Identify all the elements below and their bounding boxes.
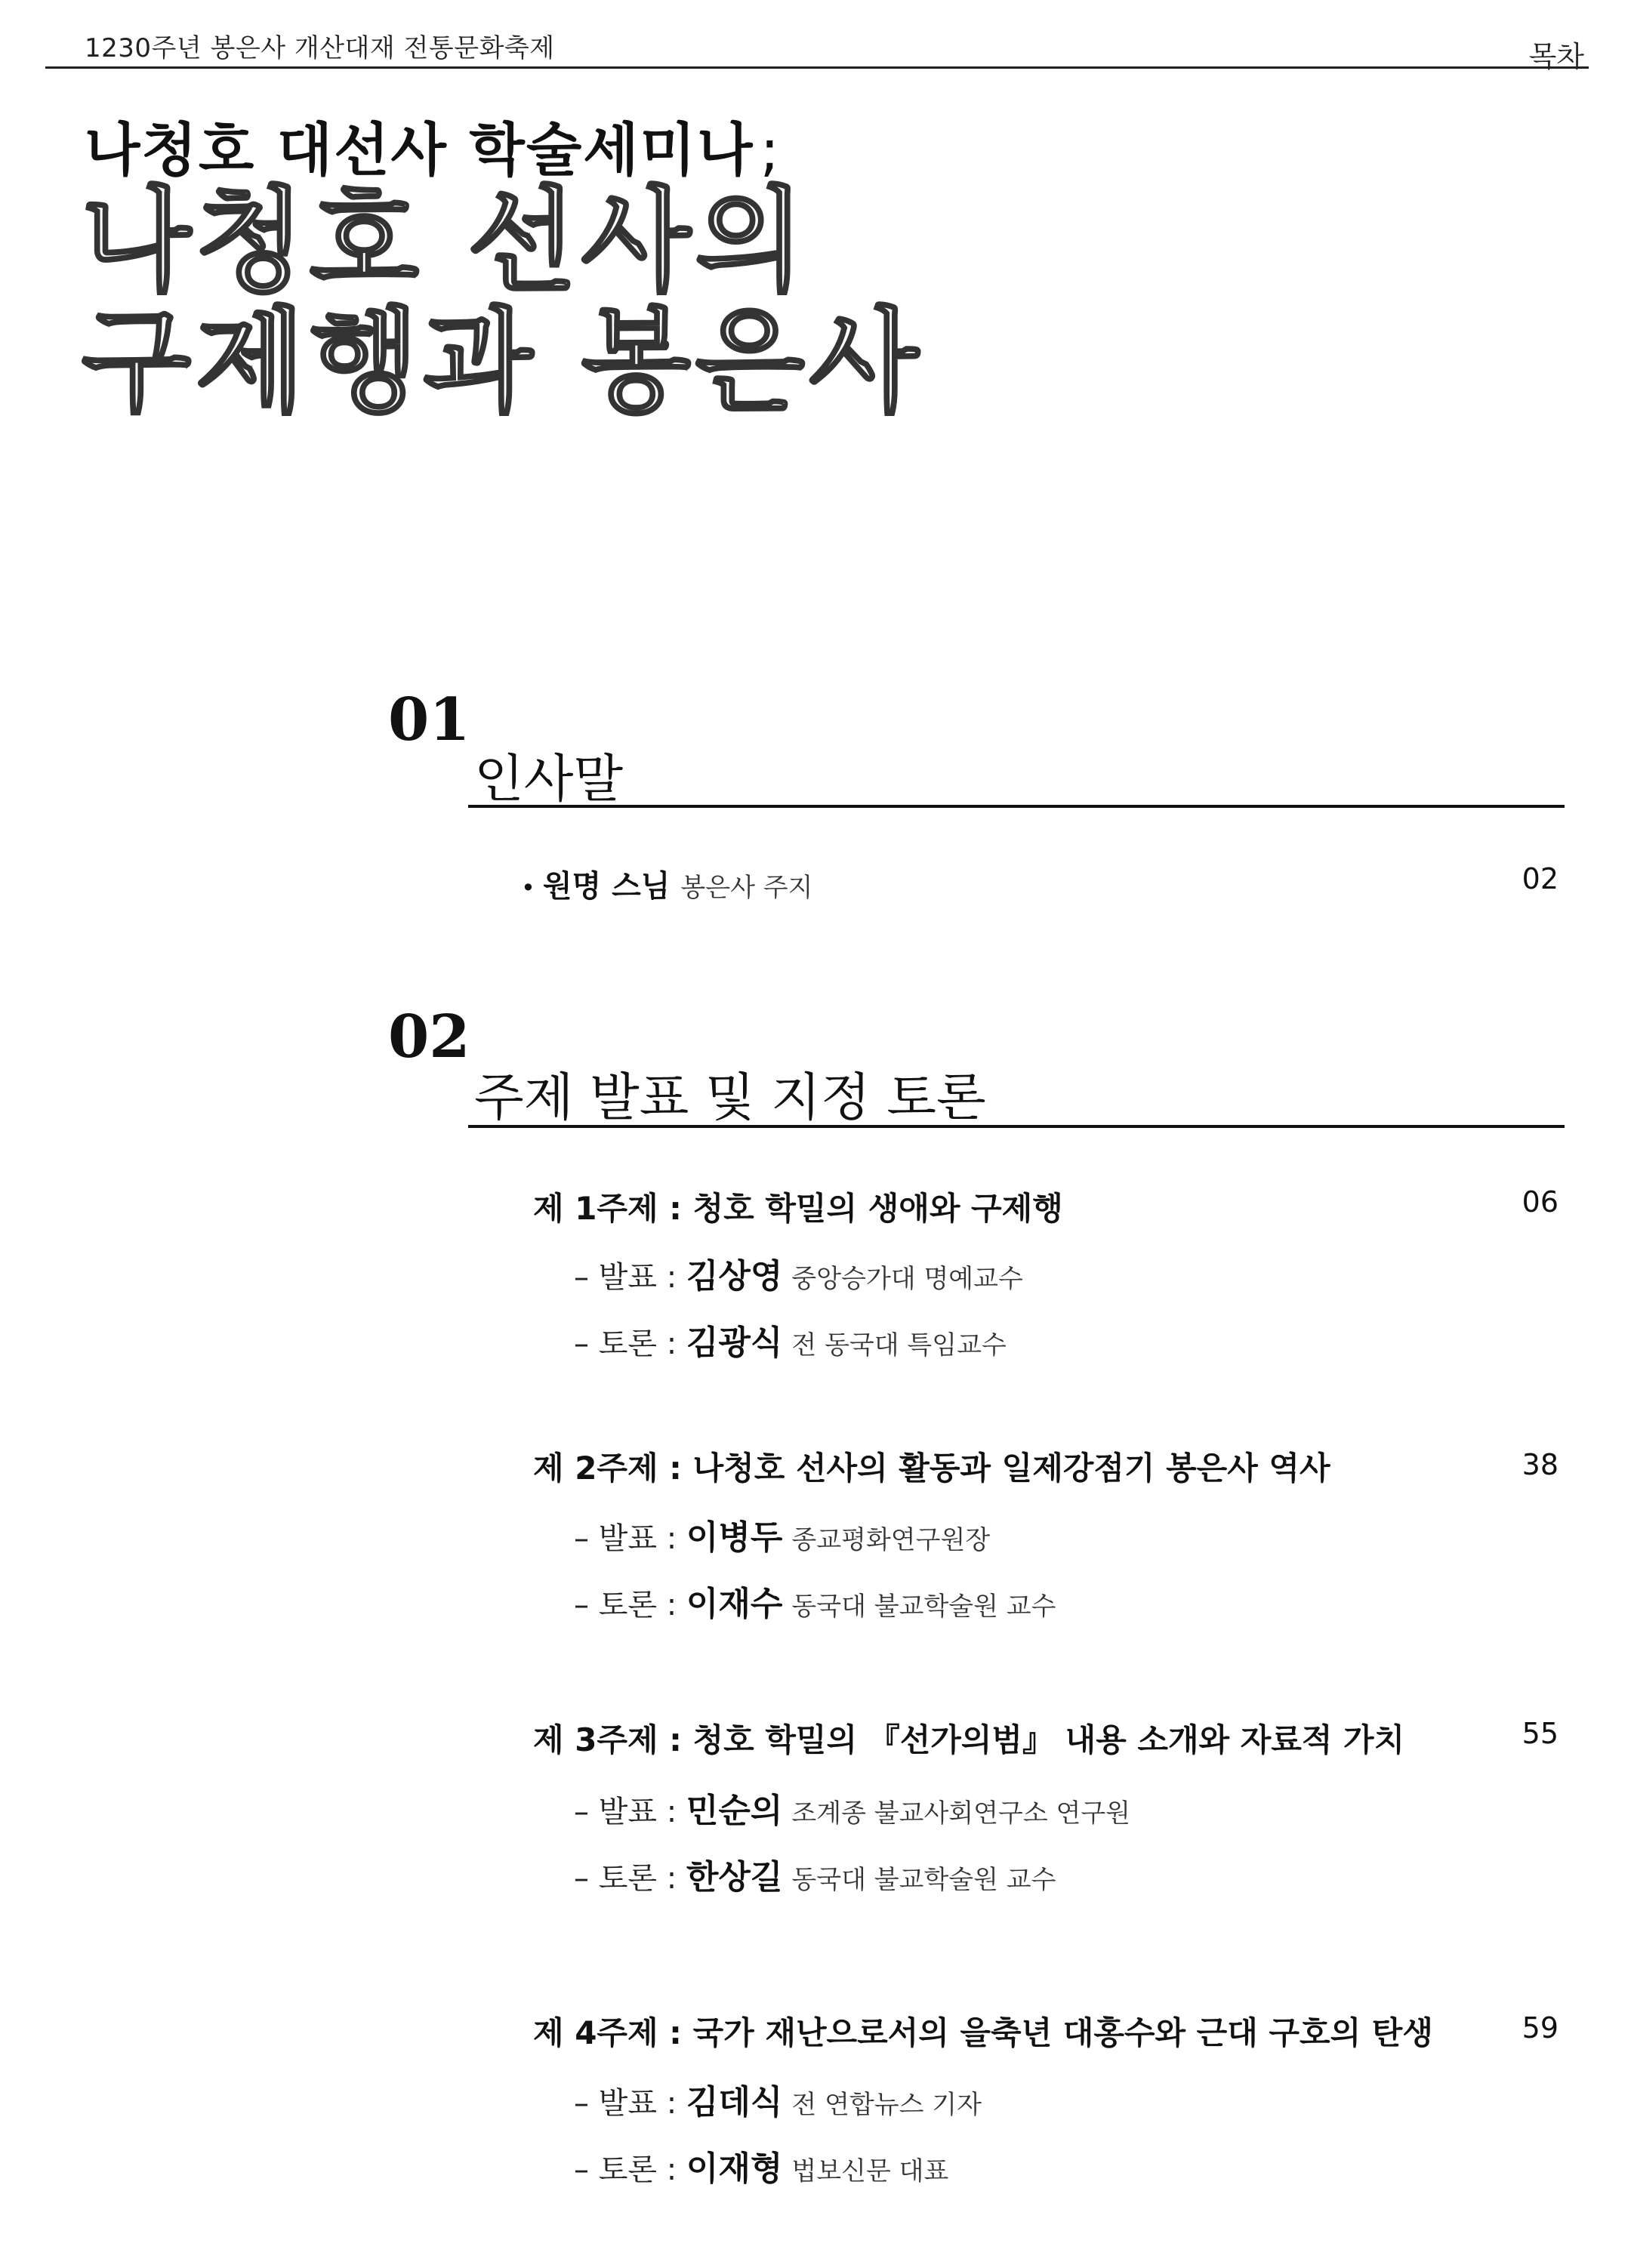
section-title-greeting: 인사말: [474, 750, 624, 809]
discussant-prefix: – 토론 :: [574, 1861, 686, 1896]
discussant-name: 한상길: [686, 1858, 783, 1897]
discussant-affiliation: 동국대 불교학술원 교수: [791, 1865, 1056, 1895]
main-title-line-1: 나청호 선사의: [82, 176, 809, 307]
topic-2-page-number: 38: [1522, 1448, 1559, 1481]
section-divider-01: [468, 805, 1565, 808]
presenter-prefix: – 발표 :: [574, 1521, 686, 1556]
presenter-affiliation: 중앙승가대 명예교수: [791, 1264, 1023, 1294]
discussant-affiliation: 법보신문 대표: [791, 2156, 949, 2186]
discussant-prefix: – 토론 :: [574, 1588, 686, 1622]
topic-1-discussant: [574, 1315, 1007, 1364]
section-title-presentations: 주제 발표 및 지정 토론: [474, 1068, 986, 1128]
discussant-name: 김광식: [686, 1324, 783, 1362]
topic-4-page-number: 59: [1522, 2011, 1559, 2045]
topic-4-title[interactable]: 제 4주제 : 국가 재난으로서의 을축년 대홍수와 근대 구호의 탄생: [533, 2014, 1433, 2051]
topic-3-discussant: [574, 1850, 1056, 1898]
presenter-affiliation: 조계종 불교사회연구소 연구원: [791, 1798, 1131, 1829]
topic-4-discussant: [574, 2141, 948, 2189]
presenter-affiliation: 종교평화연구원장: [791, 1525, 991, 1555]
topic-3-presenter: [574, 1783, 1130, 1832]
topic-2-title[interactable]: 제 2주제 : 나청호 선사의 활동과 일제강점기 봉은사 역사: [533, 1450, 1330, 1487]
main-title: [82, 176, 923, 428]
topic-1-page-number: 06: [1522, 1185, 1559, 1219]
discussant-name: 이재형: [686, 2149, 783, 2188]
topic-2-presenter: [574, 1510, 990, 1558]
presenter-prefix: – 발표 :: [574, 1260, 686, 1295]
header-divider: [45, 66, 1589, 69]
presenter-prefix: – 발표 :: [574, 1795, 686, 1829]
section-divider-02: [468, 1125, 1565, 1128]
main-title-line-2: 구제행과 봉은사: [82, 297, 923, 428]
presenter-name: 김데식: [686, 2083, 783, 2122]
topic-3-page-number: 55: [1522, 1717, 1559, 1750]
seminar-subtitle-mark: ;: [760, 116, 782, 183]
discussant-name: 이재수: [686, 1585, 783, 1623]
presenter-affiliation: 전 연합뉴스 기자: [791, 2090, 982, 2120]
presenter-prefix: – 발표 :: [574, 2086, 686, 2121]
header-event-title: 1230주년 봉은사 개산대재 전통문화축제: [85, 33, 555, 63]
topic-3-title[interactable]: 제 3주제 : 청호 학밀의 『선가의범』 내용 소개와 자료적 가치: [533, 1721, 1405, 1758]
discussant-prefix: – 토론 :: [574, 1327, 686, 1361]
topic-2-discussant: [574, 1576, 1056, 1625]
discussant-prefix: – 토론 :: [574, 2152, 686, 2187]
section-number-01: 01: [388, 686, 470, 754]
topic-4-presenter: [574, 2075, 982, 2123]
greeting-speaker-role: 봉은사 주지: [680, 873, 813, 903]
greeting-page-number: 02: [1522, 862, 1559, 895]
presenter-name: 김상영: [686, 1257, 783, 1296]
section-number-02: 02: [388, 1003, 470, 1071]
presenter-name: 이병두: [686, 1518, 783, 1557]
header-toc-label: 목차: [1528, 40, 1584, 73]
seminar-subtitle-text: 나청호 대선사 학술세미나: [85, 116, 754, 183]
greeting-entry[interactable]: [521, 862, 812, 905]
greeting-speaker-name: 원명 스님: [542, 869, 671, 904]
discussant-affiliation: 전 동국대 특임교수: [791, 1330, 1007, 1360]
bullet-icon: •: [521, 874, 535, 902]
seminar-subtitle: [85, 104, 781, 186]
discussant-affiliation: 동국대 불교학술원 교수: [791, 1592, 1056, 1622]
presenter-name: 민순의: [686, 1792, 783, 1830]
topic-1-presenter: [574, 1249, 1023, 1297]
topic-1-title[interactable]: 제 1주제 : 청호 학밀의 생애와 구제행: [533, 1190, 1063, 1227]
